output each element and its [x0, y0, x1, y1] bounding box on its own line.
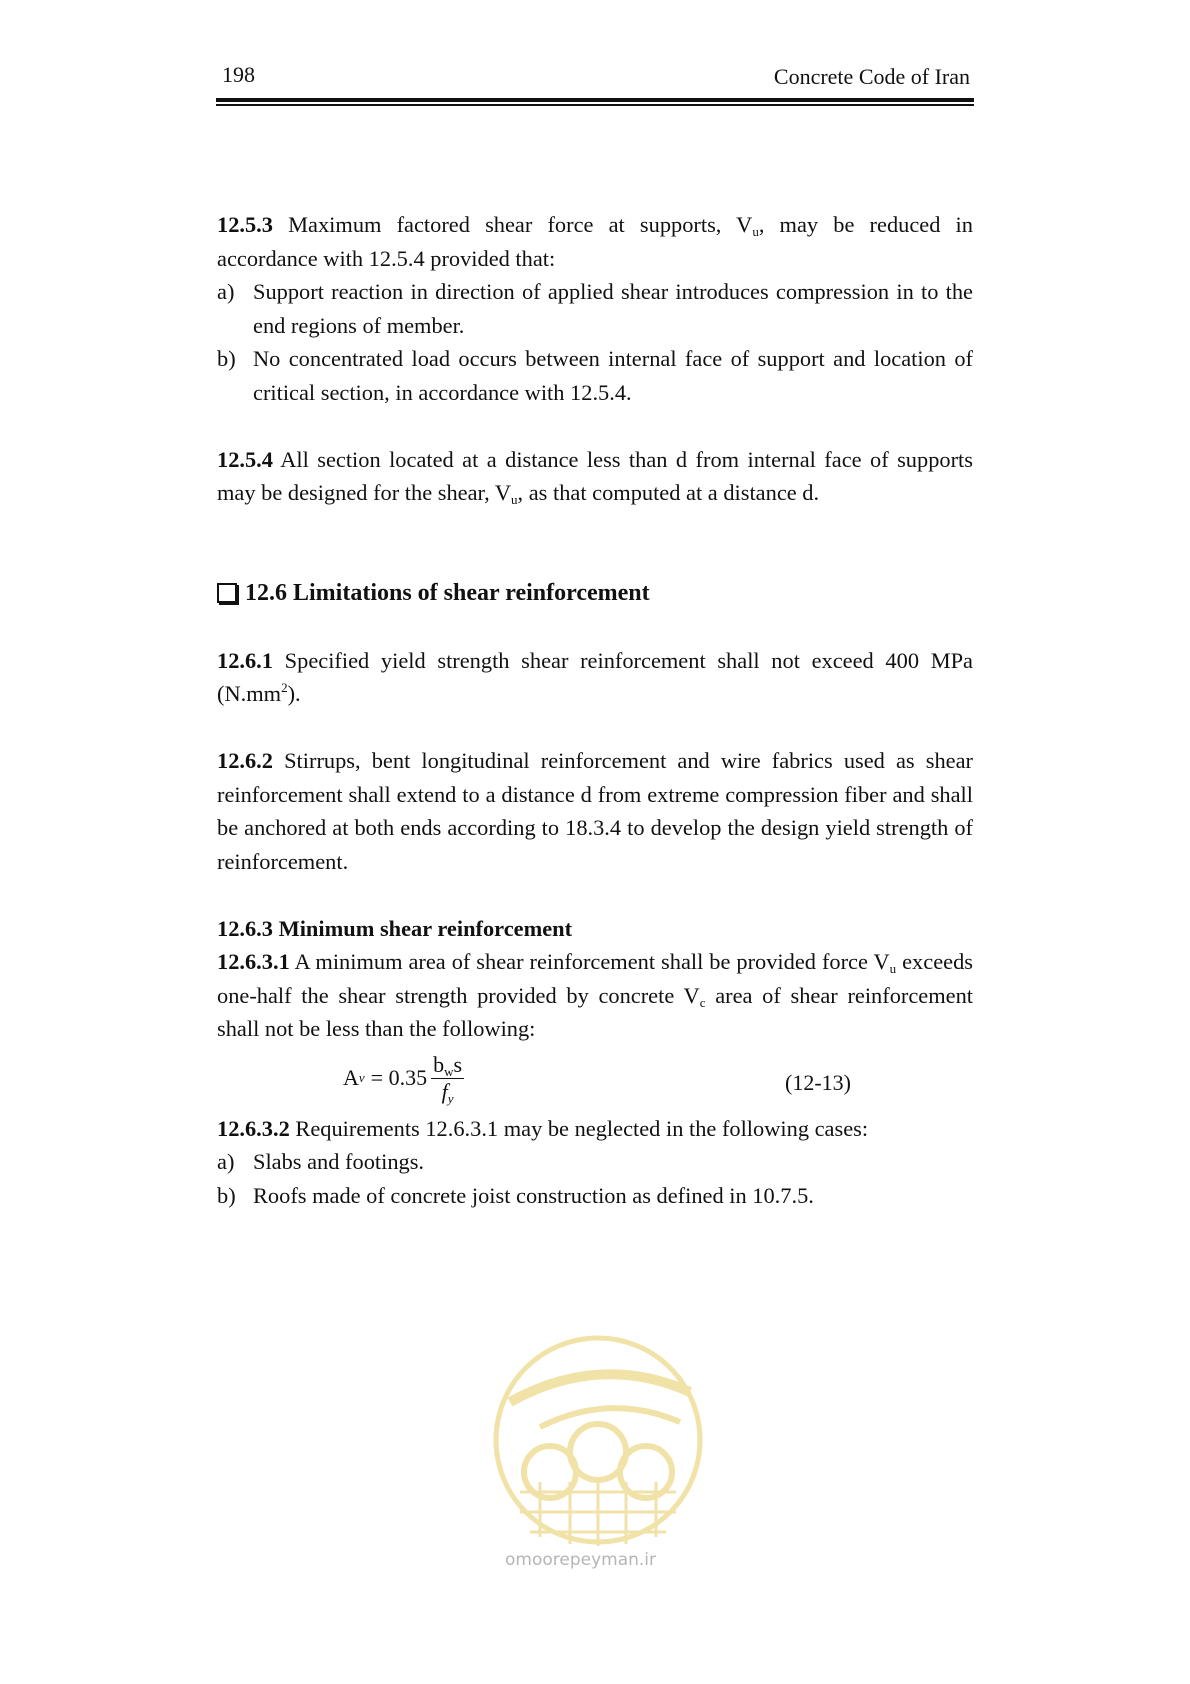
subscript: y [447, 1090, 454, 1106]
spacer [217, 711, 973, 745]
subscript: u [752, 224, 759, 239]
section-heading-text: 12.6 Limitations of shear reinforcement [245, 579, 650, 606]
page-number: 198 [222, 62, 255, 87]
subscript: c [699, 994, 706, 1010]
clause-text: Maximum factored shear force at supports, V [288, 212, 753, 237]
clause-12-6-3-2 [217, 1112, 973, 1146]
spacer [217, 543, 973, 577]
clause-text: , as that computed at a distance d. [517, 480, 820, 505]
list-item [217, 342, 973, 409]
clause-number: 12.6.3.2 [217, 1115, 290, 1141]
list-label: b) [217, 1182, 236, 1208]
list-text: Slabs and footings. [253, 1149, 425, 1174]
equation: A v = 0.35 $\frac{b_ws}{f_y}$ [343, 1051, 463, 1106]
list-label: b) [217, 346, 236, 371]
subsection-heading [217, 912, 973, 946]
watermark-text: omoorepeyman.ir [505, 1550, 657, 1570]
clause-12-6-1 [217, 644, 973, 711]
equation-row [217, 1046, 973, 1112]
checkbox-bullet-icon [217, 583, 237, 603]
watermark-logo-icon [490, 1332, 706, 1548]
clause-12-6-2 [217, 744, 973, 878]
list-text: Roofs made of concrete joist construction as defined in 10.7.5. [253, 1182, 814, 1208]
clause-12-5-4 [217, 443, 973, 510]
clause-text: Stirrups, bent longitudinal reinforcement and wire fabrics used as shear reinforcement shall extend to a distance d from extreme compression fiber and shall be anchored at both ends according to 18.3.4 to develop the design yield strength of reinforcement. [217, 748, 973, 874]
numerator-s: s [453, 1051, 463, 1077]
superscript: 2 [281, 680, 288, 695]
numerator-b: b [433, 1051, 445, 1077]
spacer [217, 510, 973, 544]
clause-number: 12.6.3.1 [217, 949, 290, 974]
clause-number: 12.6.1 [217, 647, 273, 673]
clause-text: All section located at a distance less than d from internal face of supports may be designed for the shear, V [217, 446, 973, 505]
header-rule-thick [216, 98, 974, 102]
list-item [217, 1145, 973, 1179]
section-heading [217, 577, 973, 611]
fraction-denominator [442, 1079, 454, 1105]
clause-number: 12.6.2 [217, 748, 273, 773]
equation-lhs: A [343, 1065, 359, 1091]
clause-text: exceeds one-half the shear strength provided by concrete V [217, 949, 973, 1008]
fraction [431, 1052, 464, 1105]
list-label: a) [217, 1149, 235, 1174]
list-text: Support reaction in direction of applied shear introduces compression in to the end regions of member. [253, 279, 973, 338]
running-title: Concrete Code of Iran [773, 64, 970, 89]
list-text: No concentrated load occurs between internal face of support and location of critical section, in accordance with 12.5.4. [253, 346, 973, 405]
list-item [217, 1179, 973, 1213]
spacer [217, 610, 973, 644]
clause-text: ). [287, 681, 301, 706]
subscript: u [511, 492, 518, 507]
clause-text: Requirements 12.6.3.1 may be neglected in the following cases: [295, 1115, 869, 1141]
clause-text: area of shear reinforcement shall not be less than the following: [217, 982, 974, 1041]
clause-text: A minimum area of shear reinforcement shall be provided force V [294, 949, 890, 974]
subsection-heading-text: 12.6.3 Minimum shear reinforcement [217, 915, 573, 941]
header-rule-thin [216, 104, 974, 106]
equation-number: (12-13) [785, 1069, 851, 1095]
clause-number: 12.5.3 [217, 212, 273, 237]
clause-text: , may be reduced in accordance with 12.5.4 provided that: [217, 212, 973, 271]
spacer [217, 878, 973, 912]
subscript: w [444, 1063, 454, 1079]
fraction-numerator [431, 1052, 464, 1079]
denominator-f: f [441, 1078, 448, 1104]
clause-text: Specified yield strength shear reinforcement shall not exceed 400 MPa (N.mm [217, 647, 973, 706]
clause-12-5-3 [217, 208, 973, 275]
clause-12-6-3-1 [217, 945, 973, 1046]
subscript: u [889, 961, 897, 976]
list-item [217, 275, 973, 342]
equation-coefficient: = 0.35 [370, 1065, 428, 1091]
spacer [217, 409, 973, 443]
page-body [217, 208, 973, 1212]
clause-number: 12.5.4 [217, 446, 273, 472]
list-label: a) [217, 279, 235, 304]
